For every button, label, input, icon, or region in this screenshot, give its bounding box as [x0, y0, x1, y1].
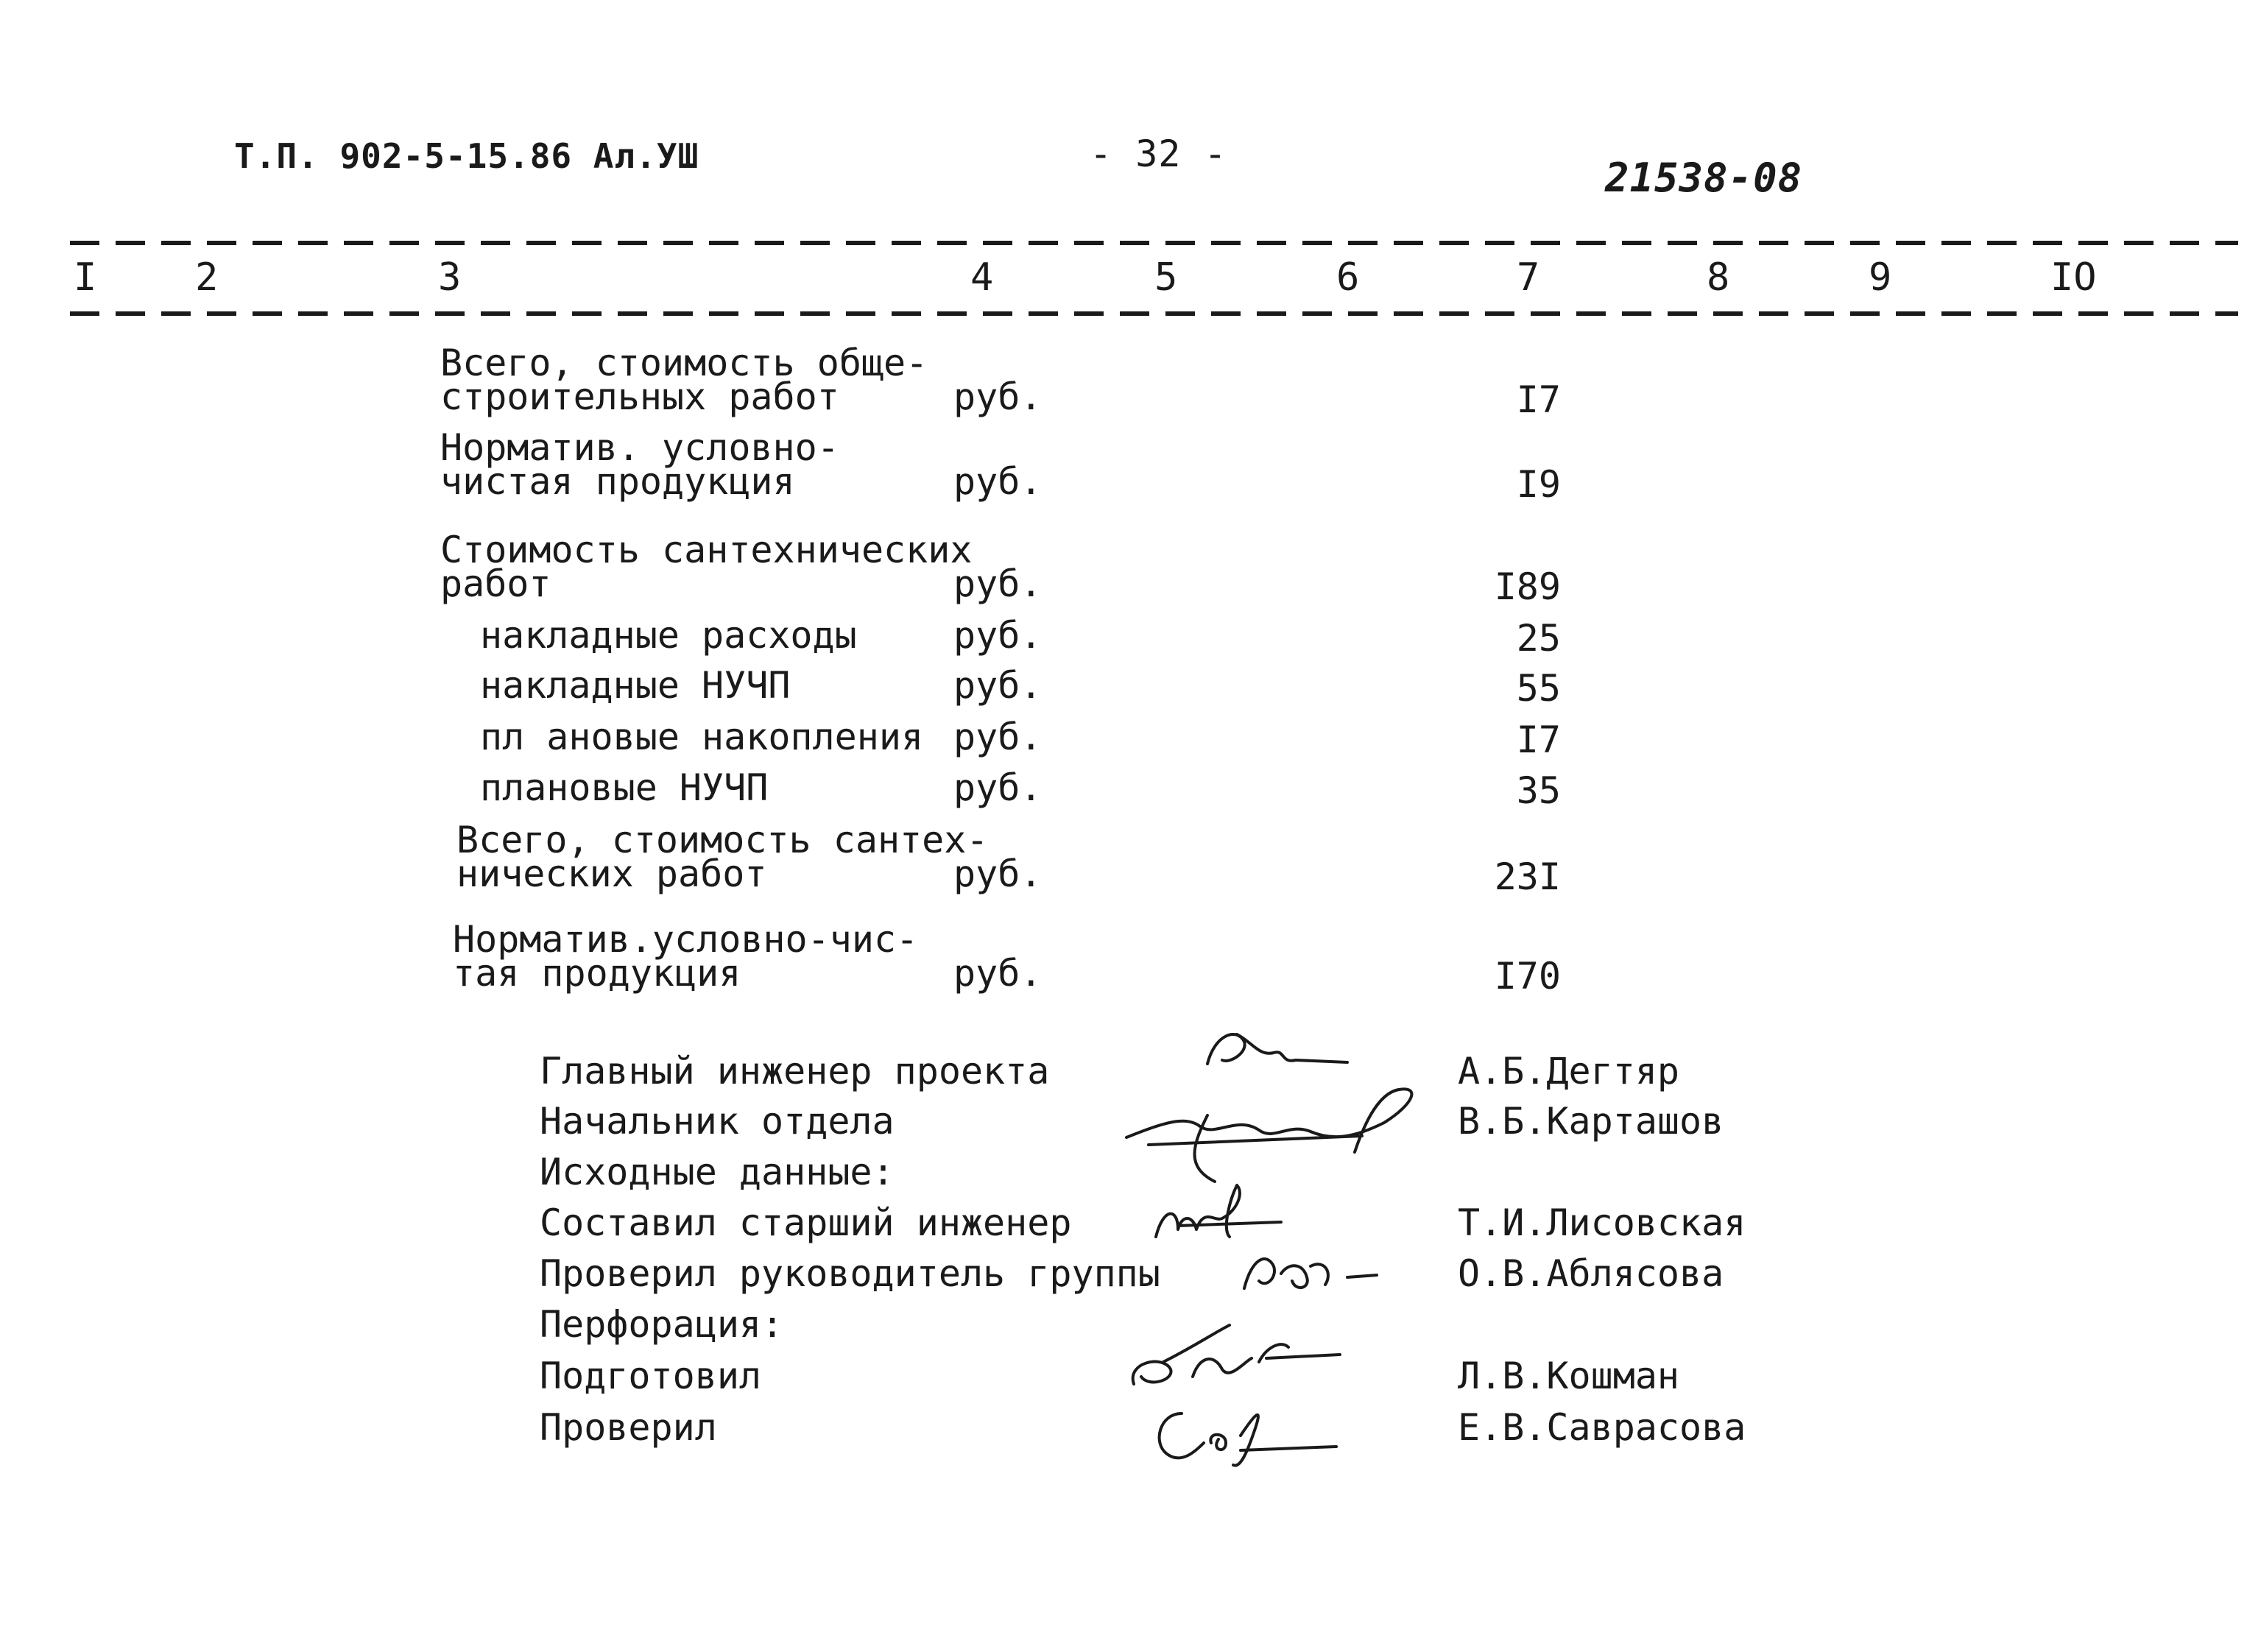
row-value: I7 — [1516, 378, 1561, 421]
row-value: I89 — [1494, 565, 1561, 608]
signature-prepared-by — [1119, 1318, 1355, 1399]
signature-name: О.В.Аблясова — [1458, 1252, 1724, 1295]
signature-role: Подготовил — [540, 1355, 762, 1397]
row-unit: руб. — [953, 952, 1043, 995]
signature-name: А.Б.Дегтяр — [1458, 1050, 1680, 1092]
signature-name: Л.В.Кошман — [1458, 1355, 1680, 1397]
column-number: 3 — [438, 255, 462, 300]
row-unit: руб. — [953, 460, 1043, 503]
bottom-dashed-rule — [70, 311, 2238, 316]
row-unit: руб. — [953, 614, 1043, 657]
row-label: Всего, стоимость сантех- нических работ — [456, 819, 989, 895]
row-value: 23I — [1494, 855, 1561, 898]
row-value: 25 — [1516, 617, 1561, 660]
row-unit: руб. — [953, 716, 1043, 758]
column-number: I — [74, 255, 97, 300]
signature-checked-by — [1145, 1399, 1358, 1472]
column-number: IO — [2050, 255, 2097, 300]
row-value: I9 — [1516, 463, 1561, 506]
row-unit: руб. — [953, 664, 1043, 707]
row-unit: руб. — [953, 853, 1043, 895]
signature-name: В.Б.Карташов — [1458, 1100, 1724, 1143]
row-unit: руб. — [953, 766, 1043, 809]
column-number: 5 — [1154, 255, 1178, 300]
row-label: Стоимость сантехнических работ — [440, 529, 973, 605]
column-number: 7 — [1517, 255, 1540, 300]
row-label: накладные НУЧП — [480, 664, 791, 707]
sheet-code: 21538-08 — [1605, 155, 1803, 201]
column-number: 9 — [1869, 255, 1892, 300]
row-unit: руб. — [953, 562, 1043, 605]
row-unit: руб. — [953, 375, 1043, 418]
signature-role: Проверил — [540, 1406, 717, 1449]
signature-department-head — [1119, 1071, 1428, 1189]
signature-role: Исходные данные: — [540, 1151, 895, 1193]
row-value: 55 — [1516, 667, 1561, 710]
signature-group-leader — [1237, 1237, 1384, 1303]
row-label: плановые НУЧП — [480, 766, 769, 809]
row-label: накладные расходы — [480, 614, 857, 657]
row-label: Норматив.условно-чис- тая продукция — [453, 918, 919, 995]
row-label: Норматив. условно- чистая продукция — [440, 426, 839, 503]
column-number: 6 — [1336, 255, 1360, 300]
signature-role: Главный инженер проекта — [540, 1050, 1050, 1092]
signature-role: Перфорация: — [540, 1303, 784, 1346]
signature-name: Т.И.Лисовская — [1458, 1201, 1746, 1244]
row-label: Всего, стоимость обще- строительных работ — [440, 342, 928, 418]
row-label: пл ановые накопления — [480, 716, 924, 758]
column-number: 2 — [195, 255, 219, 300]
signature-role: Составил старший инженер — [540, 1201, 1072, 1244]
column-number: 8 — [1707, 255, 1730, 300]
row-value: 35 — [1516, 769, 1561, 812]
signature-name: Е.В.Саврасова — [1458, 1406, 1746, 1449]
signature-role: Проверил руководитель группы — [540, 1252, 1160, 1295]
document-code: Т.П. 902-5-15.86 Ал.УШ — [234, 136, 699, 176]
column-number: 4 — [970, 255, 994, 300]
page-number: - 32 - — [1090, 133, 1227, 175]
row-value: I7 — [1516, 719, 1561, 761]
signature-role: Начальник отдела — [540, 1100, 895, 1143]
row-value: I70 — [1494, 955, 1561, 998]
top-dashed-rule — [70, 241, 2238, 245]
